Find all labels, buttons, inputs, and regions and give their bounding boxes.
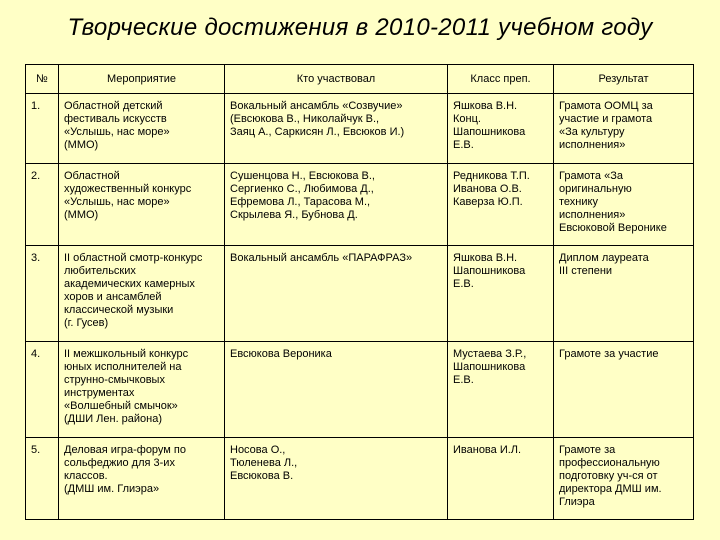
event-cell: II межшкольный конкурс юных исполнителей на струнно-смычковых инструментах «Волшебный смычок» (ДШИ Лен. района) [59, 342, 225, 438]
participants-cell: Сушенцова Н., Евсюкова В., Сергиенко С., Любимова Д., Ефремова Л., Тарасова М., Скрылева Я., Бубнова Д. [225, 164, 448, 246]
result-cell: Грамота ООМЦ за участие и грамота «За культуру исполнения» [554, 94, 694, 164]
header-teacher: Класс преп. [448, 65, 554, 94]
event-cell: Областной художественный конкурс «Услышь, нас море» (ММО) [59, 164, 225, 246]
table-row [26, 438, 694, 520]
teacher-cell: Яшкова В.Н. Шапошникова Е.В. [448, 246, 554, 342]
participants-cell: Евсюкова Вероника [225, 342, 448, 438]
row-number: 2. [26, 164, 59, 246]
event-cell: II областной смотр-конкурс любительских академических камерных хоров и ансамблей классической музыки (г. Гусев) [59, 246, 225, 342]
row-number: 1. [26, 94, 59, 164]
event-cell: Деловая игра-форум по сольфеджио для 3-их классов. (ДМШ им. Глиэра» [59, 438, 225, 520]
row-number: 3. [26, 246, 59, 342]
achievements-table [25, 64, 694, 520]
table-row [26, 94, 694, 164]
result-cell: Грамота «За оригинальную технику исполнения» Евсюковой Веронике [554, 164, 694, 246]
participants-cell: Вокальный ансамбль «ПАРАФРАЗ» [225, 246, 448, 342]
result-cell: Грамоте за профессиональную подготовку уч-ся от директора ДМШ им. Глиэра [554, 438, 694, 520]
page-title: Творческие достижения в 2010-2011 учебном году [67, 14, 653, 41]
row-number: 5. [26, 438, 59, 520]
teacher-cell: Яшкова В.Н. Конц. Шапошникова Е.В. [448, 94, 554, 164]
participants-cell: Носова О., Тюленева Л., Евсюкова В. [225, 438, 448, 520]
table-row [26, 342, 694, 438]
header-result: Результат [554, 65, 694, 94]
header-participants: Кто участвовал [225, 65, 448, 94]
header-event: Мероприятие [59, 65, 225, 94]
result-cell: Диплом лауреата III степени [554, 246, 694, 342]
table-header-row [26, 65, 694, 94]
teacher-cell: Иванова И.Л. [448, 438, 554, 520]
participants-cell: Вокальный ансамбль «Созвучие» (Евсюкова В., Николайчук В., Заяц А., Саркисян Л., Евсюков И.) [225, 94, 448, 164]
result-cell: Грамоте за участие [554, 342, 694, 438]
row-number: 4. [26, 342, 59, 438]
teacher-cell: Мустаева З.Р., Шапошникова Е.В. [448, 342, 554, 438]
teacher-cell: Редникова Т.П. Иванова О.В. Каверза Ю.П. [448, 164, 554, 246]
header-number: № [26, 65, 59, 94]
event-cell: Областной детский фестиваль искусств «Услышь, нас море» (ММО) [59, 94, 225, 164]
table-row [26, 164, 694, 246]
table-row [26, 246, 694, 342]
